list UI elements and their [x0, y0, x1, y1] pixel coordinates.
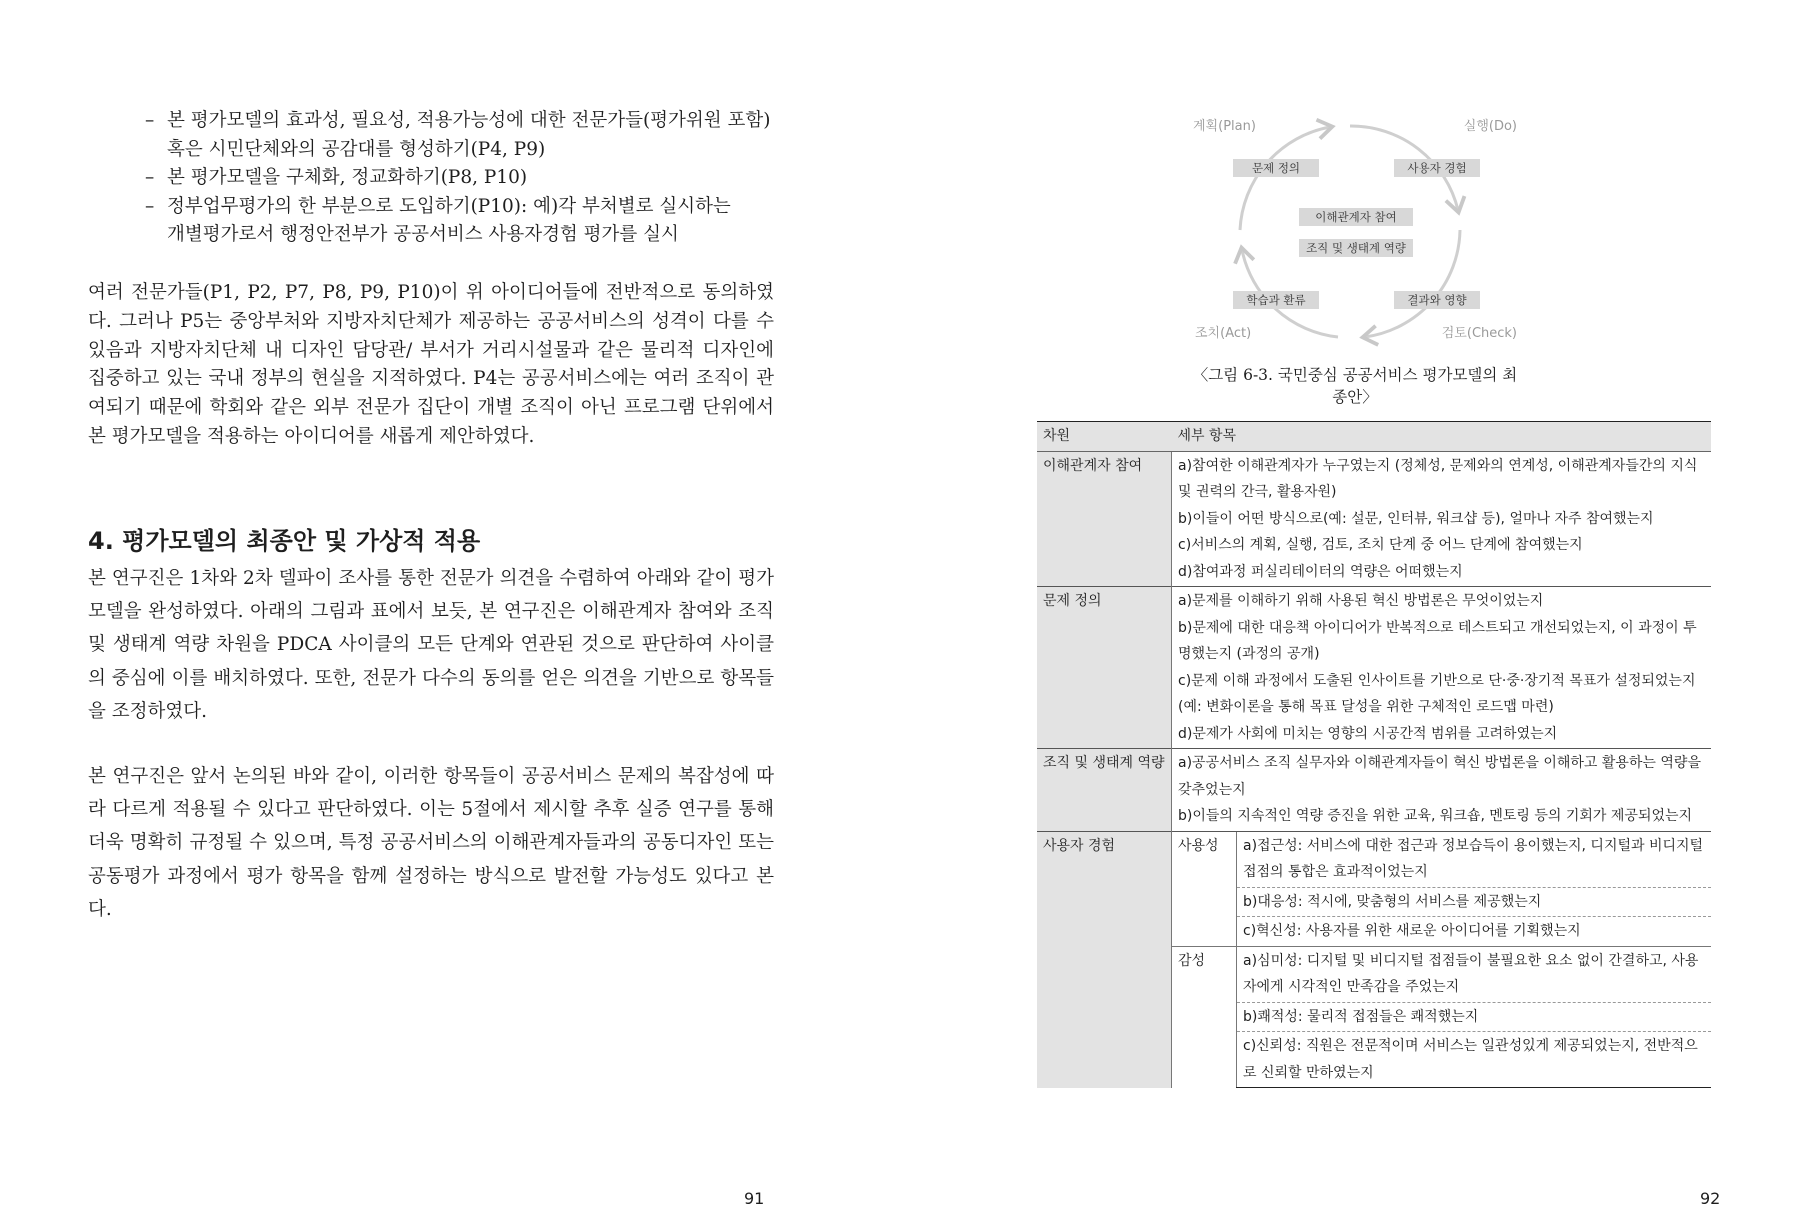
svg-text:조직 및 생태계 역량: 조직 및 생태계 역량	[1306, 241, 1406, 255]
idea-bullet-list	[145, 107, 773, 250]
detail-items-stakeholder	[1172, 451, 1712, 587]
bullet-line: 본 평가모델을 구체화, 정교화하기(P8, P10)	[167, 167, 528, 188]
left-page	[0, 0, 898, 1210]
bullet-item	[145, 193, 773, 250]
detail-items-organization	[1172, 749, 1712, 832]
page-number: 91	[744, 1189, 765, 1208]
header-detail: 세부 항목	[1172, 422, 1712, 452]
bullet-dash: –	[145, 195, 155, 217]
figure-caption: 〈그림 6-3. 국민중심 공공서비스 평가모델의 최종안〉	[1192, 366, 1518, 406]
detail-item: b)이들이 어떤 방식으로(예: 설문, 인터뷰, 워크샵 등), 얼마나 자주 참여했는지	[1178, 510, 1654, 527]
detail-item: b)문제에 대한 대응책 아이디어가 반복적으로 테스트되고 개선되었는지, 이 과정이 투명했는지 (과정의 공개)	[1178, 619, 1697, 662]
table-row	[1037, 451, 1711, 587]
bullet-line: 개별평가로서 행정안전부가 공공서비스 사용자경험 평가를 실시	[167, 224, 679, 245]
dimension-organization: 조직 및 생태계 역량	[1037, 749, 1172, 832]
svg-text:이해관계자 참여: 이해관계자 참여	[1315, 210, 1397, 224]
label-check: 검토(Check)	[1441, 326, 1517, 341]
bullet-line: 정부업무평가의 한 부분으로 도입하기(P10): 예)각 부처별로 실시하는	[167, 195, 731, 217]
table-row	[1037, 749, 1711, 832]
dimension-problem: 문제 정의	[1037, 587, 1172, 749]
detail-item: c)서비스의 계획, 실행, 검토, 조치 단계 중 어느 단계에 참여했는지	[1178, 537, 1583, 553]
detail-item: d)참여과정 퍼실리테이터의 역량은 어떠했는지	[1178, 563, 1463, 580]
table-header-row	[1037, 422, 1711, 452]
bullet-line: 본 평가모델의 효과성, 필요성, 적용가능성에 대한 전문가들(평가위원 포함)	[167, 110, 771, 131]
svg-text:결과와 영향: 결과와 영향	[1407, 293, 1467, 307]
subdimension-emotion: 감성	[1172, 946, 1237, 1088]
svg-text:학습과 환류: 학습과 환류	[1246, 293, 1306, 307]
bullet-dash: –	[145, 167, 155, 188]
detail-item: a)심미성: 디지털 및 비디지털 접점들이 불필요한 요소 없이 간결하고, 사용자에게 시각적인 만족감을 주었는지	[1237, 946, 1712, 1002]
pdca-cycle-diagram	[1190, 110, 1520, 352]
detail-item: c)신뢰성: 직원은 전문적이며 서비스는 일관성있게 제공되었는지, 전반적으로 신뢰할 만하였는지	[1237, 1032, 1712, 1088]
box-result-impact	[1394, 291, 1480, 309]
label-plan: 계획(Plan)	[1193, 119, 1256, 134]
dimension-user-experience: 사용자 경험	[1037, 831, 1172, 1088]
evaluation-model-table	[1037, 421, 1711, 1088]
body-paragraph: 본 연구진은 앞서 논의된 바와 같이, 이러한 항목들이 공공서비스 문제의 복잡성에 따라 다르게 적용될 수 있다고 판단하였다. 이는 5절에서 제시할 추후 실증 연구를 통해 더욱 명확히 규정될 수 있으며, 특정 공공서비스의 이해관계자들과의 공동디자인 또는 공동평가 과정에서 평가 항목을 함께 설정하는 방식으로 발전할 가능성도 있다고 본다.	[88, 766, 774, 920]
detail-item: a)공공서비스 조직 실무자와 이해관계자들이 혁신 방법론을 이해하고 활용하는 역량을 갖추었는지	[1178, 755, 1701, 798]
box-stakeholder-participation	[1299, 208, 1413, 226]
page-number: 92	[1700, 1189, 1721, 1208]
svg-text:사용자 경험: 사용자 경험	[1407, 161, 1467, 175]
detail-item: b)대응성: 적시에, 맞춤형의 서비스를 제공했는지	[1237, 887, 1712, 917]
body-paragraph: 여러 전문가들(P1, P2, P7, P8, P9, P10)이 위 아이디어들에 전반적으로 동의하였다. 그러나 P5는 중앙부처와 지방자치단체가 제공하는 공공서비스의 성격이 다를 수 있음과 지방자치단체 내 디자인 담당관/ 부서가 거리시설물과 같은 물리적 디자인에 집중하고 있는 국내 정부의 현실을 지적하였다. P4는 공공서비스에는 여러 조직이 관여되기 때문에 학회와 같은 외부 전문가 집단이 개별 조직이 아닌 프로그램 단위에서 본 평가모델을 적용하는 아이디어를 새롭게 제안하였다.	[88, 282, 774, 447]
label-act: 조치(Act)	[1195, 326, 1252, 341]
box-organization-capacity	[1299, 239, 1413, 257]
svg-text:문제 정의: 문제 정의	[1251, 161, 1301, 175]
box-learning-feedback	[1233, 291, 1319, 309]
box-user-experience	[1394, 159, 1480, 177]
box-problem-definition	[1233, 159, 1319, 177]
table-row	[1037, 831, 1711, 887]
detail-item: a)참여한 이해관계자가 누구였는지 (정체성, 문제와의 연계성, 이해관계자들간의 지식 및 권력의 간극, 활용자원)	[1178, 457, 1698, 500]
label-do: 실행(Do)	[1463, 119, 1517, 134]
detail-item: a)접근성: 서비스에 대한 접근과 정보습득이 용이했는지, 디지털과 비디지털 접점의 통합은 효과적이었는지	[1237, 831, 1712, 887]
dimension-stakeholder: 이해관계자 참여	[1037, 451, 1172, 587]
body-paragraph: 본 연구진은 1차와 2차 델파이 조사를 통한 전문가 의견을 수렴하여 아래와 같이 평가모델을 완성하였다. 아래의 그림과 표에서 보듯, 본 연구진은 이해관계자 참여와 조직 및 생태계 역량 차원을 PDCA 사이클의 모든 단계와 연관된 것으로 판단하여 사이클의 중심에 이를 배치하였다. 또한, 전문가 다수의 동의를 얻은 의견을 기반으로 항목들을 조정하였다.	[88, 568, 774, 722]
bullet-dash: –	[145, 110, 155, 131]
detail-item: d)문제가 사회에 미치는 영향의 시공간적 범위를 고려하였는지	[1178, 725, 1558, 742]
detail-item: b)이들의 지속적인 역량 증진을 위한 교육, 워크숍, 멘토링 등의 기회가 제공되었는지	[1178, 808, 1693, 824]
table-row	[1037, 587, 1711, 749]
bullet-item	[145, 164, 773, 193]
header-dimension: 차원	[1037, 422, 1172, 452]
detail-items-problem	[1172, 587, 1712, 749]
bullet-line: 혹은 시민단체와의 공감대를 형성하기(P4, P9)	[167, 138, 546, 160]
subdimension-usability: 사용성	[1172, 831, 1237, 946]
detail-item: b)쾌적성: 물리적 접점들은 쾌적했는지	[1237, 1002, 1712, 1032]
section-heading: 4. 평가모델의 최종안 및 가상적 적용	[88, 527, 481, 555]
detail-item: a)문제를 이해하기 위해 사용된 혁신 방법론은 무엇이었는지	[1178, 593, 1544, 609]
bullet-item	[145, 107, 773, 164]
detail-item: c)문제 이해 과정에서 도출된 인사이트를 기반으로 단·중·장기적 목표가 설정되었는지(예: 변화이론을 통해 목표 달성을 위한 구체적인 로드맵 마련)	[1178, 672, 1696, 715]
detail-item: c)혁신성: 사용자를 위한 새로운 아이디어를 기획했는지	[1237, 917, 1712, 947]
